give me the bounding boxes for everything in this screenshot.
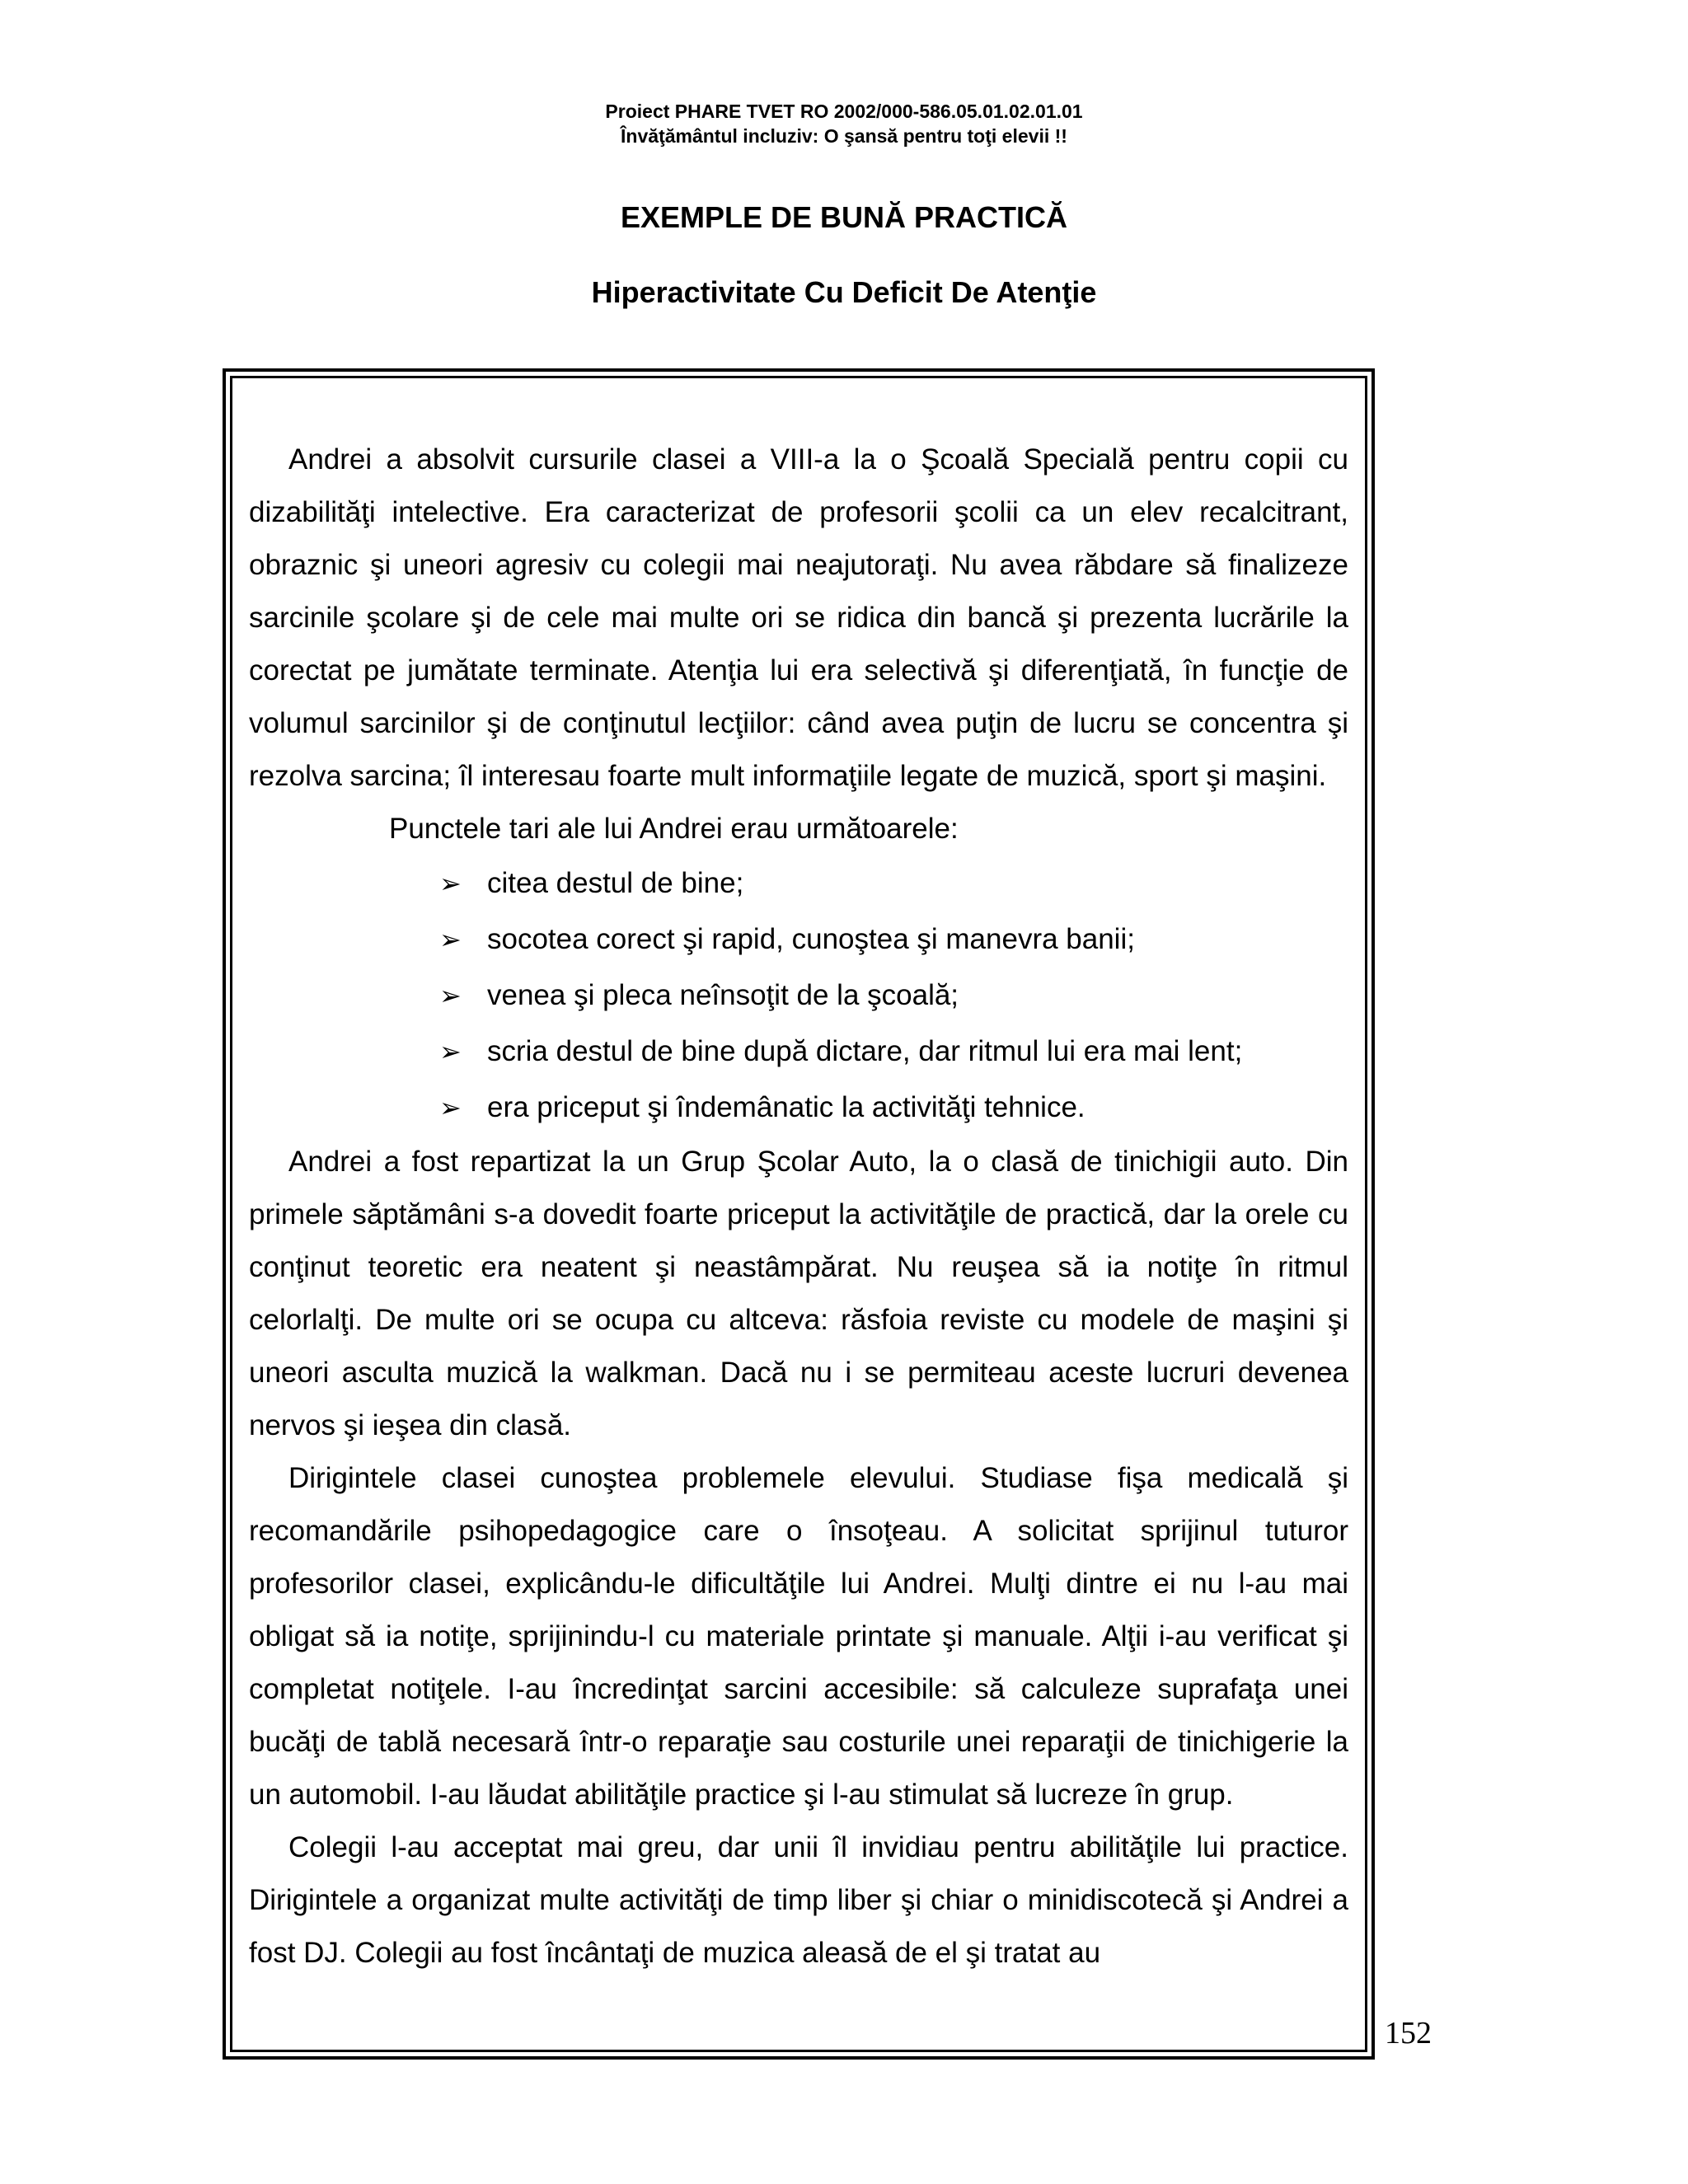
case-study-content [249, 434, 1348, 1980]
list-item-text: scria destul de bine după dictare, dar ritmul lui era mai lent; [487, 1035, 1243, 1067]
list-item-text: venea şi pleca neînsoţit de la şcoală; [487, 979, 959, 1011]
arrowhead-bullet-icon: ➢ [439, 869, 462, 898]
paragraph-teacher-support: Dirigintele clasei cunoştea problemele elevului. Studiase fişa medicală şi recomandările psihopedagogice care o însoţeau. A solicitat sprijinul tuturor profesorilor clasei, explicându-le dificultăţile lui Andrei. Mulţi dintre ei nu l-au mai obligat să ia notiţe, sprijinindu-l cu materiale printate şi manuale. Alţii i-au verificat şi completat notiţele. I-au încredinţat sarcini accesibile: să calculeze suprafaţa unei bucăţi de tablă necesară într-o reparaţie sau costurile unei reparaţii de tinichigerie la un automobil. I-au lăudat abilităţile practice şi l-au stimulat să lucreze în grup. [249, 1462, 1348, 1811]
arrowhead-bullet-icon: ➢ [439, 981, 462, 1010]
list-item-text: era priceput şi îndemânatic la activităţi tehnice. [487, 1091, 1085, 1123]
paragraph-school-placement: Andrei a fost repartizat la un Grup Şcolar Auto, la o clasă de tinichigii auto. Din primele săptămâni s-a dovedit foarte priceput la activităţile de practică, dar la orele cu conţinut teoretic era neatent şi neastâmpărat. Nu reuşea să ia notiţe în ritmul celorlalţi. De multe ori se ocupa cu altceva: răsfoia reviste cu modele de maşini şi uneori asculta muzică la walkman. Dacă nu i se permiteau aceste lucruri devenea nervos şi ieşea din clasă. [249, 1146, 1348, 1441]
case-study-text-box [230, 376, 1367, 2052]
paragraph-classmates: Colegii l-au acceptat mai greu, dar unii îl invidiau pentru abilităţile lui practice. Dirigintele a organizat multe activităţi de timp liber şi chiar o minidiscotecă şi Andrei a fost DJ. Colegii au fost încântaţi de muzica aleasă de el şi tratat au [249, 1831, 1348, 1969]
paragraph-intro: Andrei a absolvit cursurile clasei a VIII-a la o Şcoală Specială pentru copii cu dizabilităţi intelective. Era caracterizat de profesorii şcolii ca un elev recalcitrant, obraznic şi uneori agresiv cu colegii mai neajutoraţi. Nu avea răbdare să finalizeze sarcinile şcolare şi de cele mai multe ori se ridica din bancă şi prezenta lucrările la corectat pe jumătate terminate. Atenţia lui era selectivă şi diferenţiată, în funcţie de volumul sarcinilor şi de conţinutul lecţiilor: când avea puţin de lucru se concentra şi rezolva sarcina; îl interesau foarte mult informaţiile legate de muzică, sport şi maşini. [249, 443, 1348, 792]
document-header-subtitle: Învăţământul incluziv: O şansă pentru toţi elevii !! [621, 125, 1067, 147]
strengths-list [249, 855, 1348, 1136]
list-item [439, 1024, 1348, 1080]
page-number: 152 [1385, 2016, 1432, 2050]
list-item-text: socotea corect şi rapid, cunoştea şi manevra banii; [487, 923, 1135, 955]
arrowhead-bullet-icon: ➢ [439, 925, 462, 954]
list-item-text: citea destul de bine; [487, 867, 744, 899]
document-header-project: Proiect PHARE TVET RO 2002/000-586.05.01.02.01.01 [605, 101, 1083, 122]
list-item [439, 1080, 1348, 1136]
arrowhead-bullet-icon: ➢ [439, 1037, 462, 1066]
strengths-list-intro: Punctele tari ale lui Andrei erau următoarele: [389, 813, 959, 845]
list-item [439, 855, 1348, 912]
list-item [439, 968, 1348, 1024]
arrowhead-bullet-icon: ➢ [439, 1093, 462, 1122]
page-title: EXEMPLE DE BUNĂ PRACTICĂ [620, 200, 1068, 234]
page-subtitle: Hiperactivitate Cu Deficit De Atenţie [591, 275, 1097, 309]
list-item [439, 912, 1348, 968]
